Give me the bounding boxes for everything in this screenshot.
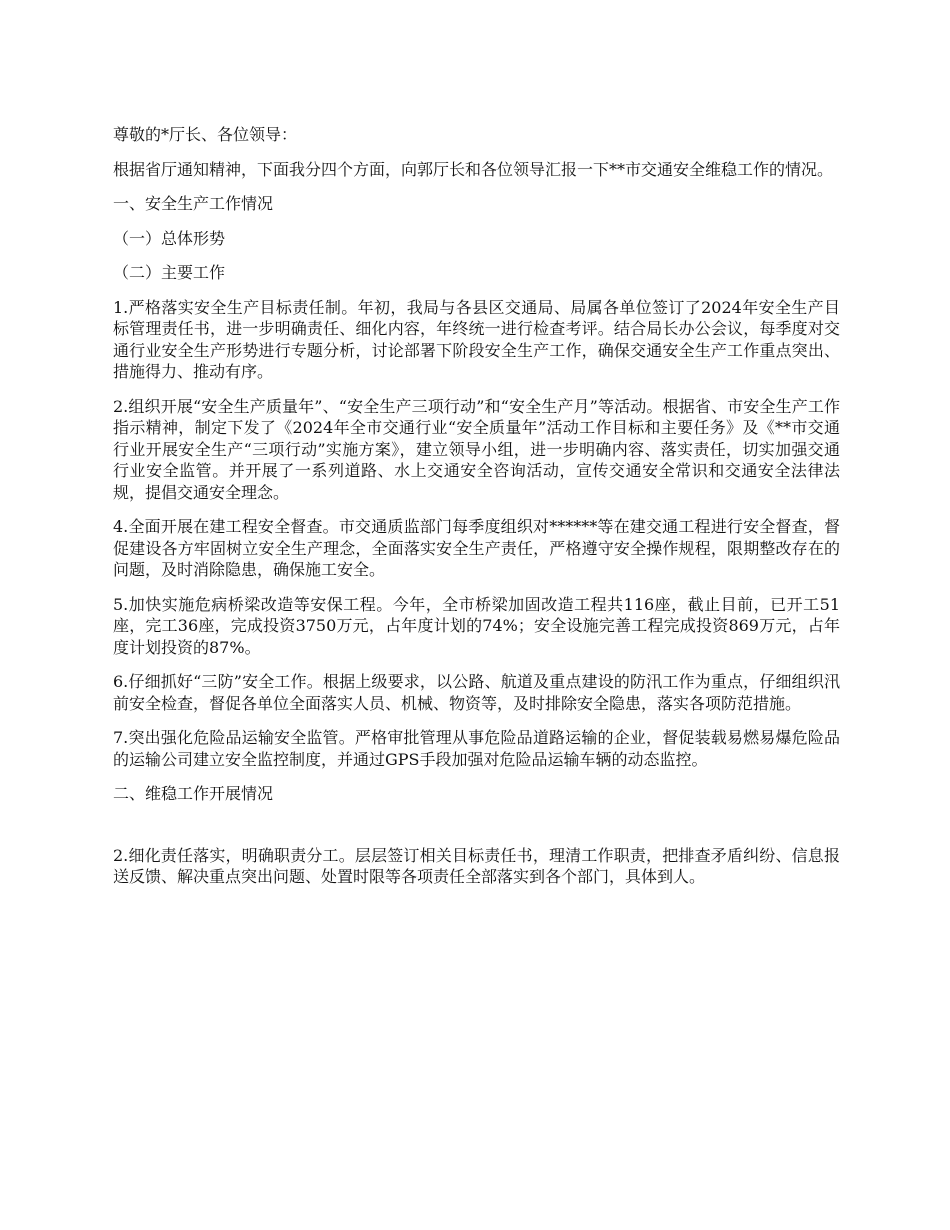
paragraph-item-5: 5.加快实施危病桥梁改造等安保工程。今年，全市桥梁加固改造工程共116座，截止目前，已开工51座，完工36座，完成投资3750万元，占年度计划的74%；安全设施完善工程完成投资869万元，占年度计划投资的87%。 <box>113 594 840 657</box>
subheading-main-work: （二）主要工作 <box>113 263 226 282</box>
intro-paragraph: 根据省厅通知精神，下面我分四个方面，向郭厅长和各位领导汇报一下**市交通安全维稳工作的情况。 <box>113 159 834 179</box>
paragraph-item-4: 4.全面开展在建工程安全督查。市交通质监部门每季度组织对******等在建交通工程进行安全督查，督促建设各方牢固树立安全生产理念，全面落实安全生产责任，严格遵守安全操作规程，限期整改存在的问题，及时消除隐患，确保施工安全。 <box>113 517 840 579</box>
paragraph-item-7: 7.突出强化危险品运输安全监管。严格审批管理从事危险品道路运输的企业，督促装载易燃易爆危险品的运输公司建立安全监控制度，并通过GPS手段加强对危险品运输车辆的动态监控。 <box>113 728 840 769</box>
section-heading-safety: 一、安全生产工作情况 <box>113 194 274 213</box>
section-heading-stability: 二、维稳工作开展情况 <box>113 784 274 803</box>
paragraph-item-2: 2.组织开展“安全生产质量年”、“安全生产三项行动”和“安全生产月”等活动。根据省、市安全生产工作指示精神，制定下发了《2024年全市交通行业“安全质量年”活动工作目标和主要任务》及《**市交通行业开展安全生产“三项行动”实施方案》，建立领导小组，进一步明确内容、落实责任，切实加强交通行业安全监管。并开展了一系列道路、水上交通安全咨询活动，宣传交通安全常识和交通安全法律法规，提倡交通安全理念。 <box>113 396 840 502</box>
document-body <box>113 124 840 901</box>
paragraph-stability-item-2: 2.细化责任落实，明确职责分工。层层签订相关目标责任书，理清工作职责，把排查矛盾纠纷、信息报送反馈、解决重点突出问题、处置时限等各项责任全部落实到各个部门，具体到人。 <box>113 845 840 886</box>
paragraph-item-1: 1.严格落实安全生产目标责任制。年初，我局与各县区交通局、局属各单位签订了2024年安全生产目标管理责任书，进一步明确责任、细化内容，年终统一进行检查考评。结合局长办公会议，每季度对交通行业安全生产形势进行专题分析，讨论部署下阶段安全生产工作，确保交通安全生产工作重点突出、措施得力、推动有序。 <box>113 297 840 381</box>
subheading-overall-situation: （一）总体形势 <box>113 228 226 248</box>
paragraph-item-6: 6.仔细抓好“三防”安全工作。根据上级要求，以公路、航道及重点建设的防汛工作为重点，仔细组织汛前安全检查，督促各单位全面落实人员、机械、物资等，及时排除安全隐患，落实各项防范措施。 <box>113 672 840 713</box>
salutation: 尊敬的*厅长、各位领导： <box>113 125 298 144</box>
